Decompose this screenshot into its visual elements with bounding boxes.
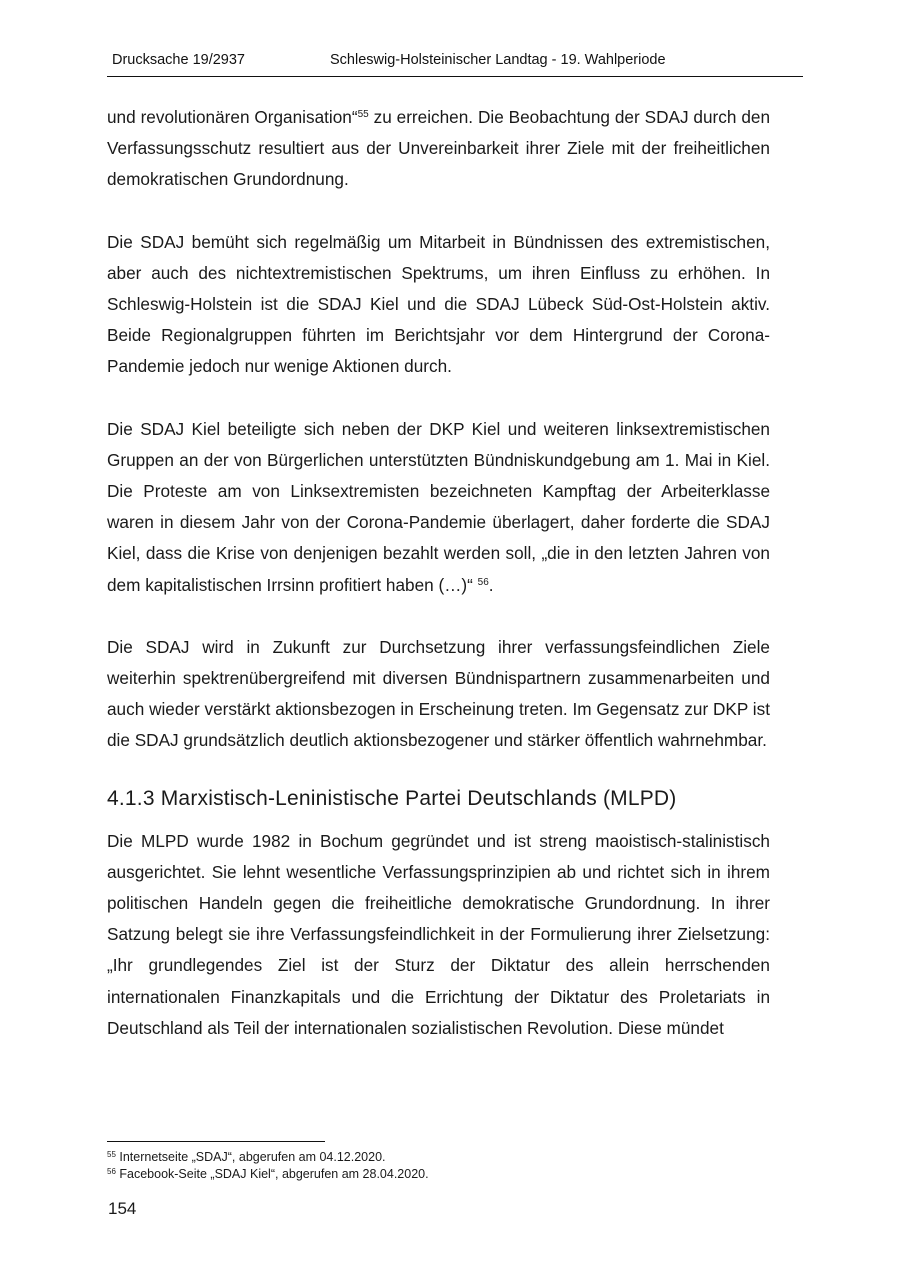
footnote-56 xyxy=(107,1166,770,1183)
footnote-divider xyxy=(107,1141,325,1142)
footnote-text: Facebook-Seite „SDAJ Kiel“, abgerufen am 28.04.2020. xyxy=(115,1167,429,1181)
footnote-number: 56 xyxy=(107,1167,116,1176)
page-number: 154 xyxy=(108,1199,137,1218)
paragraph-1-text-a: und revolutionären Organisation“ xyxy=(107,107,358,127)
paragraph-1-text-b: zu erreichen. Die Beobachtung der SDAJ durch den Verfassungsschutz resultiert aus der Unvereinbarkeit ihrer Ziele mit der freiheitlichen demokratischen Grundordnung. xyxy=(107,107,771,190)
paragraph-3 xyxy=(107,414,770,601)
paragraph-3-text-a: Die SDAJ Kiel beteiligte sich neben der DKP Kiel und weiteren linksextremistischen Gruppen an der von Bürgerlichen unterstützten Bündniskundgebung am 1. Mai in Kiel. Die Proteste am von Linksextremisten bezeichneten Kampftag der Arbeiterklasse waren in diesem Jahr von der Corona-Pandemie überlagert, daher forderte die SDAJ Kiel, dass die Krise von denjenigen bezahlt werden soll, „die in den letzten Jahren von dem kapitalistischen Irrsinn profitiert haben (…)“ xyxy=(107,418,770,595)
footnotes xyxy=(107,1149,770,1183)
footnote-ref-55: 55 xyxy=(357,109,369,120)
main-content xyxy=(107,102,770,1044)
paragraph-1 xyxy=(107,102,770,196)
footnote-text: Internetseite „SDAJ“, abgerufen am 04.12.2020. xyxy=(115,1150,386,1164)
header-title: Schleswig-Holsteinischer Landtag - 19. Wahlperiode xyxy=(330,52,666,68)
header-divider xyxy=(107,76,803,77)
section-heading: 4.1.3 Marxistisch-Leninistische Partei Deutschlands (MLPD) xyxy=(107,786,677,810)
footnote-ref-56: 56 xyxy=(477,576,489,588)
paragraph-3-text-b: . xyxy=(488,574,494,595)
footnote-number: 55 xyxy=(107,1150,116,1159)
paragraph-5: Die MLPD wurde 1982 in Bochum gegründet und ist streng maoistisch-stalinistisch ausgerichtet. Sie lehnt wesentliche Verfassungsprinzipien ab und richtet sich in ihrem politischen Handeln gegen die freiheitliche demokratische Grundordnung. In ihrer Satzung belegt sie ihre Verfassungsfeindlichkeit in der Formulierung ihrer Zielsetzung: „Ihr grundlegendes Ziel ist der Sturz der Diktatur des allein herrschenden internationalen Finanzkapitals und die Errichtung der Diktatur des Proletariats in Deutschland als Teil der internationalen sozialistischen Revolution. Diese mündet xyxy=(107,830,770,1038)
paragraph-2: Die SDAJ bemüht sich regelmäßig um Mitarbeit in Bündnissen des extremistischen, aber auch des nichtextremistischen Spektrums, um ihren Einfluss zu erhöhen. In Schleswig-Holstein ist die SDAJ Kiel und die SDAJ Lübeck Süd-Ost-Holstein aktiv. Beide Regionalgruppen führten im Berichtsjahr vor dem Hintergrund der Corona-Pandemie jedoch nur wenige Aktionen durch. xyxy=(107,231,770,377)
footnote-55 xyxy=(107,1149,770,1166)
paragraph-4: Die SDAJ wird in Zukunft zur Durchsetzung ihrer verfassungsfeindlichen Ziele weiterhin spektrenübergreifend mit diversen Bündnispartnern zusammenarbeiten und auch wieder verstärkt aktionsbezogen in Erscheinung treten. Im Gegensatz zur DKP ist die SDAJ grundsätzlich deutlich aktionsbezogener und stärker öffentlich wahrnehmbar. xyxy=(107,636,770,751)
document-number: Drucksache 19/2937 xyxy=(112,52,245,68)
